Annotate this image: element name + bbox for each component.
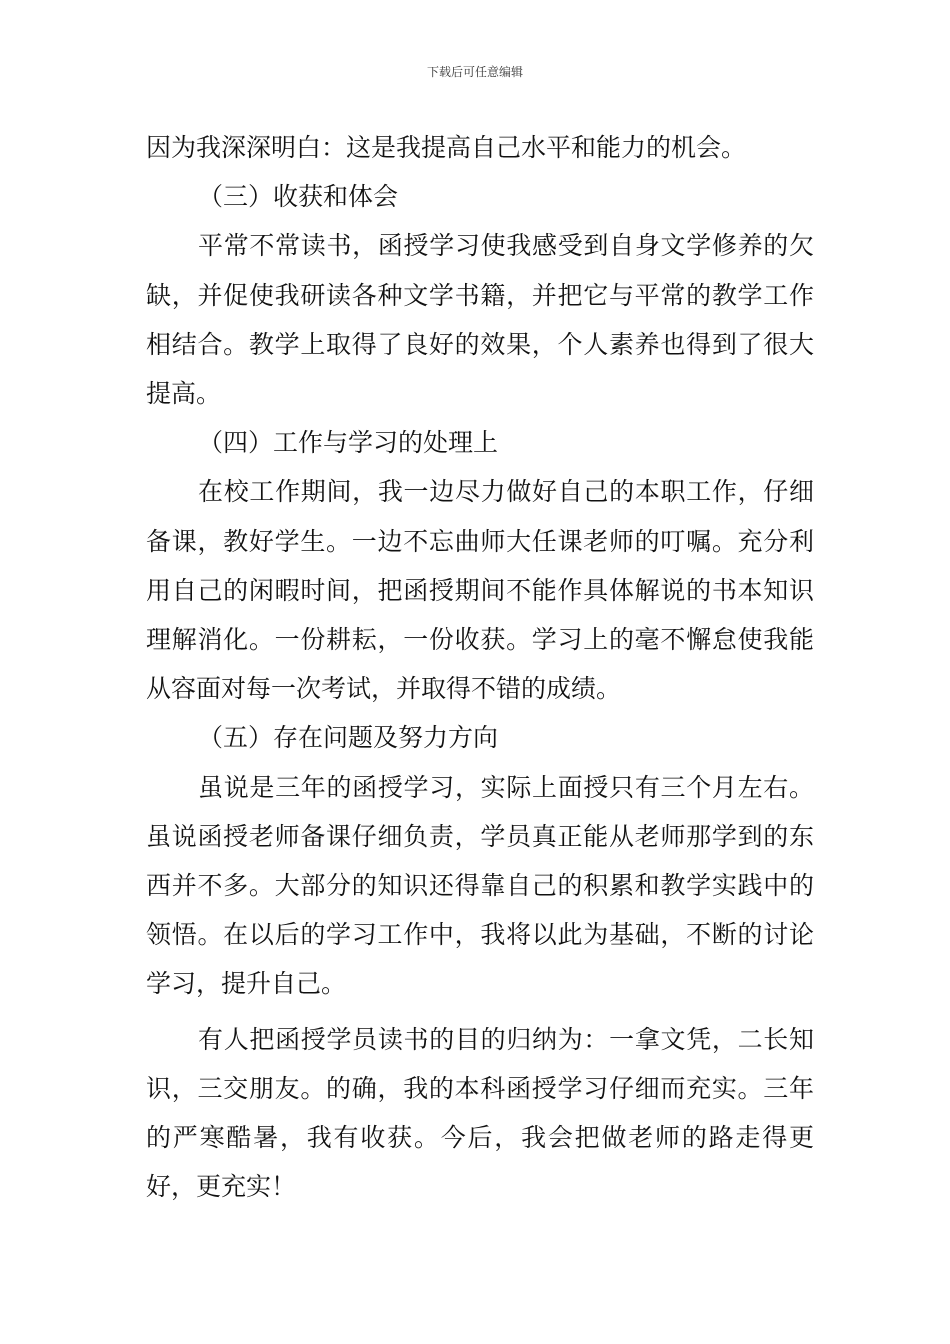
paragraph-continuation: 因为我深深明白：这是我提高自己水平和能力的机会。 [146,133,747,162]
paragraph: 虽说是三年的函授学习，实际上面授只有三个月左右。虽说函授老师备课仔细负责，学员真正能从老师那学到的东西并不多。大部分的知识还得靠自己的积累和教学实践中的领悟。在以后的学习工作中，我将以此为基础，不断的讨论学习，提升自己。 [146,772,814,999]
paragraph: 平常不常读书，函授学习使我感受到自身文学修养的欠缺，并促使我研读各种文学书籍，并把它与平常的教学工作相结合。教学上取得了良好的效果，个人素养也得到了很大提高。 [146,231,814,409]
paragraph: 在校工作期间，我一边尽力做好自己的本职工作，仔细备课，教好学生。一边不忘曲师大任课老师的叮嘱。充分利用自己的闲暇时间，把函授期间不能作具体解说的书本知识理解消化。一份耕耘，一份收获。学习上的毫不懈怠使我能从容面对每一次考试，并取得不错的成绩。 [146,477,814,704]
section-heading-3: （三）收获和体会 [198,182,399,212]
paragraph: 有人把函授学员读书的目的归纳为：一拿文凭，二长知识，三交朋友。的确，我的本科函授学习仔细而充实。三年的严寒酷暑，我有收获。今后，我会把做老师的路走得更好，更充实！ [146,1024,814,1202]
section-heading-4: （四）工作与学习的处理上 [198,428,499,458]
section-heading-5: （五）存在问题及努力方向 [198,723,499,753]
document-body [146,123,814,1211]
page-header: 下载后可任意编辑 [426,65,523,79]
